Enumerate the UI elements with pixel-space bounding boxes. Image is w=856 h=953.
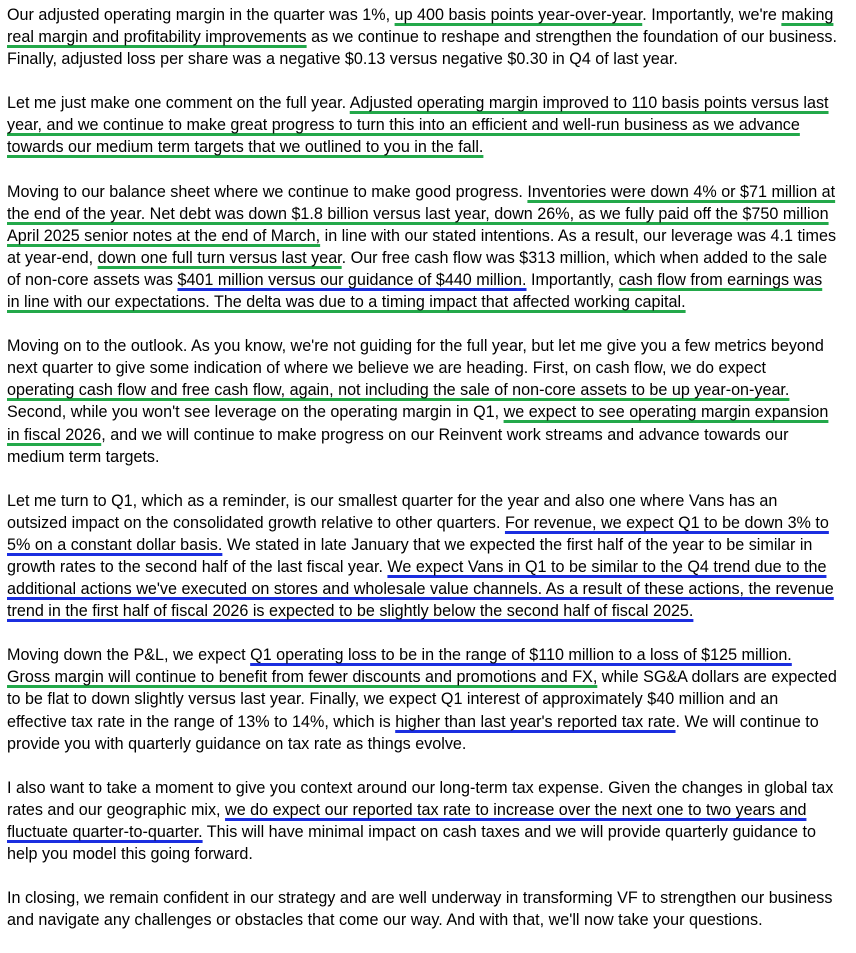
paragraph-operating-margin	[7, 4, 837, 70]
blue-highlight: higher than last year's reported tax rate	[395, 712, 676, 731]
paragraph-tax-expense	[7, 777, 837, 865]
text-segment: We stated in late January that we expected the first half of the year to be similar in growth rates to the second half of the last fiscal year.	[7, 535, 813, 576]
paragraph-balance-sheet	[7, 181, 837, 314]
green-highlight: cash flow from earnings was in line with our expectations. The delta was due to a timing impact that affected working capital.	[7, 270, 823, 312]
text-segment: . Our free cash flow was $313 million, which when added to the sale of non-core assets was	[7, 248, 828, 289]
blue-highlight: Q1 operating loss to be in the range of $110 million to a loss of $125 million.	[250, 646, 792, 665]
text-segment: in line with our stated intentions. As a result, our leverage was 4.1 times at year-end,	[7, 226, 837, 267]
green-highlight: down one full turn versus last year	[97, 248, 342, 267]
paragraph-q1-guidance	[7, 490, 837, 623]
text-segment: as we continue to reshape and strengthen the foundation of our business. Finally, adjusted loss per share was a negative $0.13 versus negative $0.30 in Q4 of last year.	[7, 28, 837, 69]
blue-highlight: $401 million versus our guidance of $440 million.	[177, 270, 527, 289]
paragraph-p-and-l	[7, 644, 837, 754]
paragraph-closing	[7, 887, 837, 931]
text-segment: Let me just make one comment on the full year.	[7, 94, 350, 113]
text-segment: This will have minimal impact on cash taxes and we will provide quarterly guidance to help you model this going forward.	[7, 822, 816, 863]
paragraph-outlook	[7, 335, 837, 468]
text-segment: Second, while you won't see leverage on the operating margin in Q1,	[7, 403, 504, 422]
green-highlight: operating cash flow and free cash flow, again, not including the sale of non-core assets to be up year-on-year.	[7, 381, 790, 400]
green-highlight: Adjusted operating margin improved to 110 basis points versus last year, and we continue to make great progress to turn this into an efficient and well-run business as we advance towards our medium term targets that we outlined to you in the fall.	[7, 94, 829, 157]
green-highlight: making real margin and profitability improvements	[7, 6, 834, 47]
text-segment: In closing, we remain confident in our strategy and are well underway in transforming VF to strengthen our business and navigate any challenges or obstacles that come our way. And with that, we'll now take your questions.	[7, 889, 833, 930]
text-segment: . We will continue to provide you with quarterly guidance on tax rate as things evolve.	[7, 712, 819, 753]
text-segment: I also want to take a moment to give you context around our long-term tax expense. Given the changes in global tax rates and our geographic mix,	[7, 778, 834, 819]
text-segment: Importantly,	[526, 270, 619, 289]
blue-highlight: For revenue, we expect Q1 to be down 3% to 5% on a constant dollar basis.	[7, 513, 829, 554]
text-segment: Our adjusted operating margin in the quarter was 1%,	[7, 6, 395, 24]
text-segment: Let me turn to Q1, which as a reminder, is our smallest quarter for the year and also one where Vans has an outsized impact on the consolidated growth relative to other quarters.	[7, 491, 778, 532]
text-segment: while SG&A dollars are expected to be flat to down slightly versus last year. Finally, we expect Q1 interest of approximately $40 million and an effective tax rate in the range of 13% to 14%, which is	[7, 668, 837, 731]
blue-highlight: we do expect our reported tax rate to increase over the next one to two years and fluctuate quarter-to-quarter.	[7, 800, 807, 841]
text-segment: Moving on to the outlook. As you know, we're not guiding for the full year, but let me give you a few metrics beyond next quarter to give some indication of where we believe we are heading. First, on cash flow, we do expect	[7, 337, 824, 378]
blue-highlight: We expect Vans in Q1 to be similar to the Q4 trend due to the additional actions we've executed on stores and wholesale value channels. As a result of these actions, the revenue trend in the first half of fiscal 2026 is expected to be slightly below the second half of fiscal 2025.	[7, 557, 834, 621]
green-highlight: we expect to see operating margin expansion in fiscal 2026	[7, 403, 829, 444]
green-highlight: Inventories were down 4% or $71 million at the end of the year. Net debt was down $1.8 billion versus last year, down 26%, as we fully paid off the $750 million April 2025 senior notes at the end of March,	[7, 182, 836, 245]
paragraph-full-year	[7, 92, 837, 158]
green-highlight: Gross margin will continue to benefit from fewer discounts and promotions and FX,	[7, 668, 598, 687]
text-segment: , and we will continue to make progress on our Reinvent work streams and advance towards our medium term targets.	[7, 425, 789, 466]
text-segment: . Importantly, we're	[642, 6, 782, 24]
text-segment: Moving to our balance sheet where we continue to make good progress.	[7, 182, 528, 201]
green-highlight: up 400 basis points year-over-year	[394, 6, 643, 24]
text-segment: Moving down the P&L, we expect	[7, 646, 251, 665]
